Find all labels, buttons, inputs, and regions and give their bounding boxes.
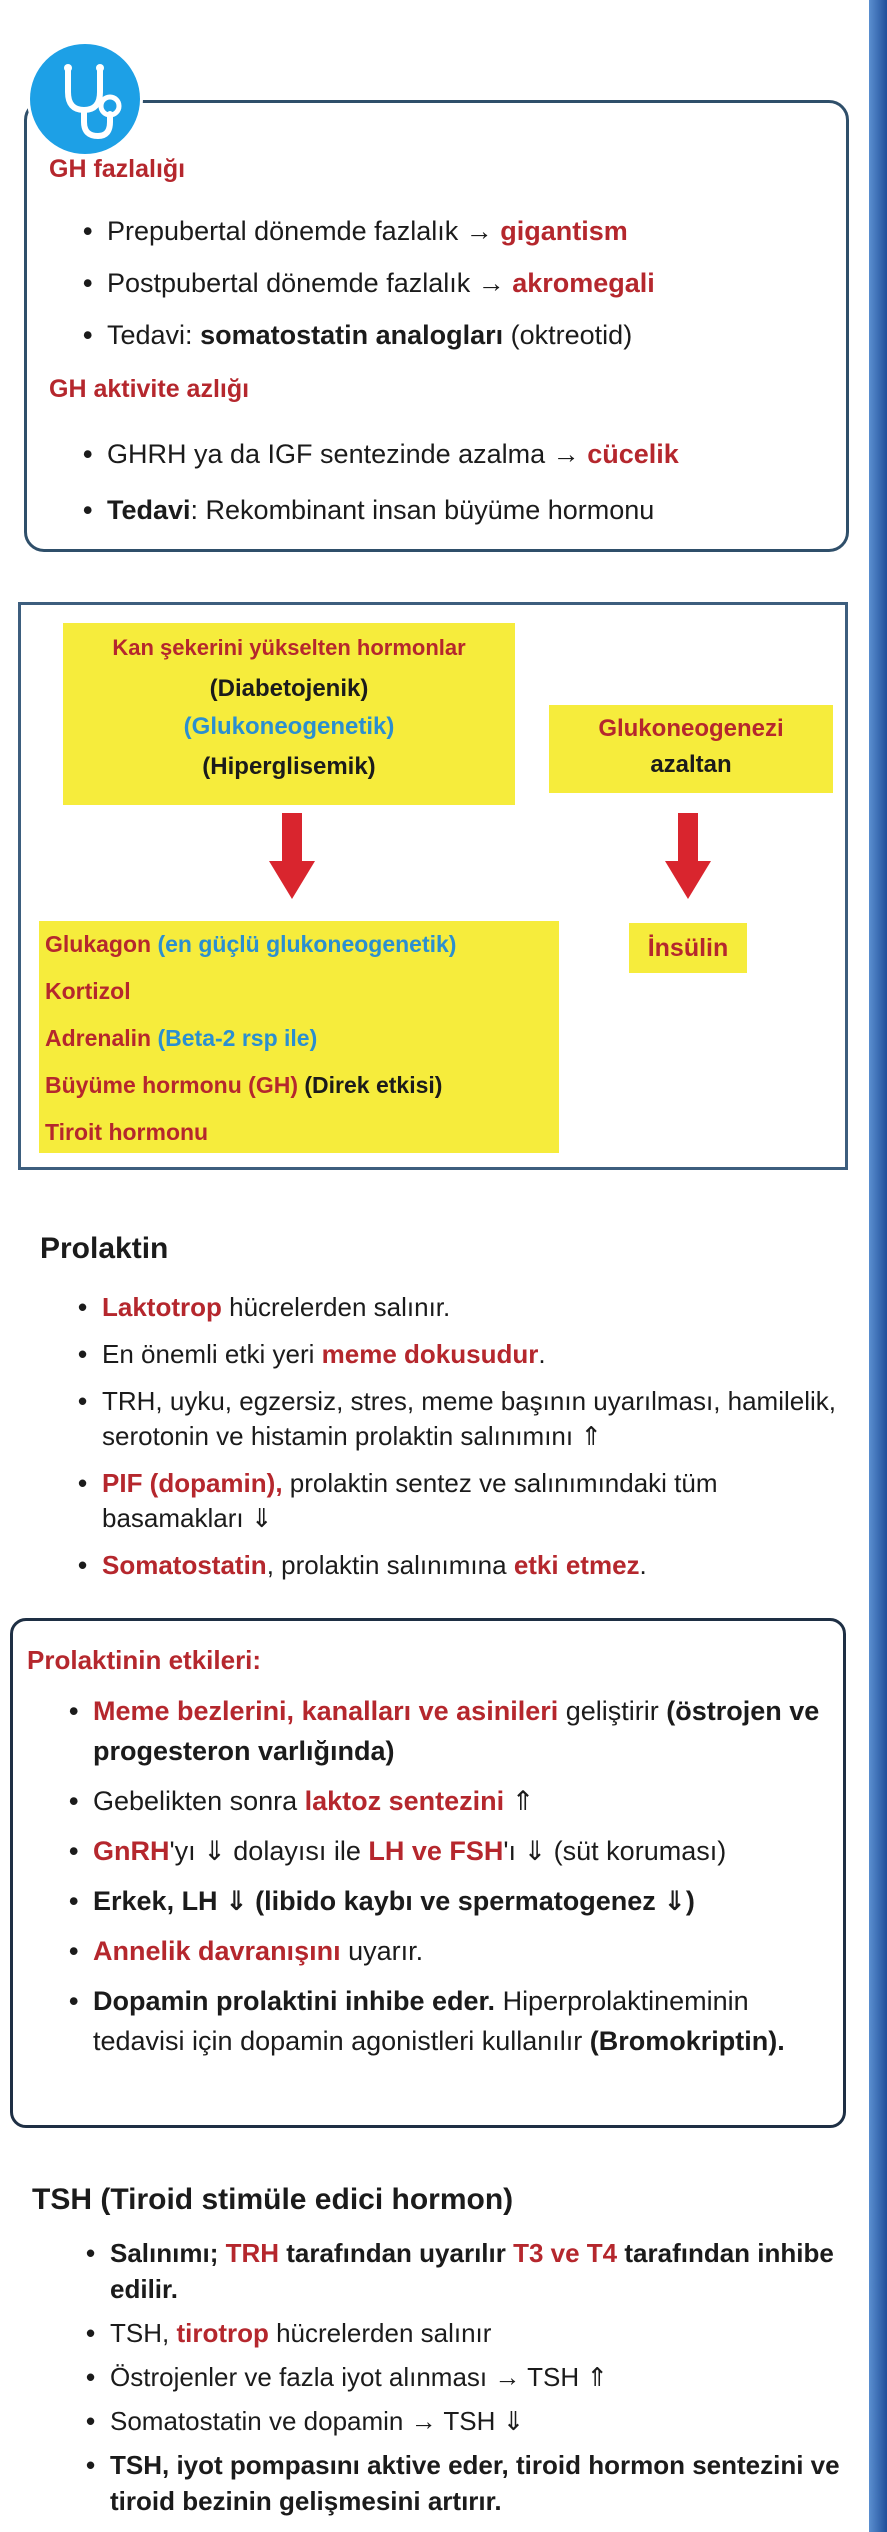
list-item xyxy=(65,1931,835,1971)
list-item-text: Postpubertal dönemde fazlalık → xyxy=(107,268,513,298)
list-item xyxy=(82,2403,862,2439)
gh-deficit-title: GH aktivite azlığı xyxy=(49,375,250,403)
gh-excess-title: GH fazlalığı xyxy=(49,155,186,183)
gh-info-box xyxy=(24,100,849,552)
tag-diabetojenik: (Diabetojenik) xyxy=(209,675,369,702)
list-item-highlight: cücelik xyxy=(587,439,679,469)
list-item-text: . xyxy=(639,1550,647,1580)
list-item-highlight: Somatostatin xyxy=(102,1550,267,1580)
prolactin-effects-box xyxy=(10,1618,846,2128)
list-item xyxy=(39,1062,559,1109)
list-item-text: 'ı ⇓ (süt koruması) xyxy=(503,1836,727,1866)
list-item xyxy=(74,1384,864,1454)
list-item-text: Tedavi: xyxy=(107,320,201,350)
list-item-strong: Erkek, LH ⇓ (libido kaybı ve spermatogenez ⇓) xyxy=(93,1886,695,1916)
list-item xyxy=(79,257,839,309)
tsh-title: TSH (Tiroid stimüle edici hormon) xyxy=(32,2183,514,2216)
list-item-text: TSH, xyxy=(110,2318,177,2348)
list-item xyxy=(74,1337,864,1372)
list-item-text: ⇑ xyxy=(504,1786,535,1816)
list-item-highlight: tirotrop xyxy=(176,2318,269,2348)
list-item-text: , prolaktin salınımına xyxy=(266,1550,514,1580)
list-item-strong: Salınımı; xyxy=(110,2238,226,2268)
list-item-text: TRH, uyku, egzersiz, stres, meme başının uyarılması, hamilelik, serotonin ve histamin prolaktin salınımını ⇑ xyxy=(102,1386,837,1451)
page-edge-strip xyxy=(869,0,887,2532)
list-item xyxy=(74,1290,864,1325)
tag-hiperglisemik: (Hiperglisemik) xyxy=(202,753,376,780)
lower-title-line2: azaltan xyxy=(650,751,732,778)
hormone-name: İnsülin xyxy=(647,934,729,962)
gh-deficit-list xyxy=(79,426,839,538)
hormone-name: Adrenalin xyxy=(45,1025,158,1051)
hormone-note: (Direk etkisi) xyxy=(304,1072,443,1098)
list-item xyxy=(79,482,839,538)
list-item-text: geliştirir xyxy=(558,1696,667,1726)
list-item-highlight: Laktotrop xyxy=(102,1292,222,1322)
lower-title-line1: Glukoneogenezi xyxy=(598,715,784,742)
list-item-text: Gebelikten sonra xyxy=(93,1786,305,1816)
list-item-text: hücrelerden salınır. xyxy=(221,1292,451,1322)
list-item-strong: Dopamin prolaktini inhibe eder. xyxy=(93,1986,496,2016)
list-item xyxy=(65,1881,835,1921)
prolactin-list xyxy=(74,1290,864,1595)
list-item xyxy=(65,1831,835,1871)
list-item-strong: TSH, iyot pompasını aktive eder, tiroid hormon sentezini ve tiroid bezinin gelişmesini artırır. xyxy=(110,2450,840,2516)
list-item-highlight: TRH xyxy=(225,2238,280,2268)
tag-glukoneogenetik: (Glukoneogenetik) xyxy=(183,713,395,740)
list-item-text: prolaktin sentez ve salınımındaki tüm basamakları ⇓ xyxy=(102,1468,718,1533)
list-item xyxy=(39,968,559,1015)
gh-excess-list xyxy=(79,205,839,361)
list-item-strong: (Bromokriptin). xyxy=(589,2026,785,2056)
list-item-text: . xyxy=(538,1339,546,1369)
down-arrow-icon xyxy=(269,813,315,903)
hormone-name: Kortizol xyxy=(45,978,131,1004)
list-item xyxy=(79,205,839,257)
list-item-highlight: gigantism xyxy=(500,216,628,246)
blood-glucose-hormones-box xyxy=(18,602,848,1170)
list-item xyxy=(39,1109,559,1156)
list-item xyxy=(82,2447,862,2519)
list-item xyxy=(74,1548,864,1583)
prolactin-title: Prolaktin xyxy=(40,1232,169,1265)
list-item-strong: Tedavi xyxy=(107,495,191,525)
down-arrow-icon xyxy=(665,813,711,903)
list-item-text: Somatostatin ve dopamin → TSH ⇓ xyxy=(110,2406,525,2436)
list-item-text: En önemli etki yeri xyxy=(102,1339,322,1369)
list-item-highlight: Annelik davranışını xyxy=(93,1936,341,1966)
raise-hormones-list xyxy=(39,921,559,1153)
list-item-strong: (östrojen ve progesteron varlığında) xyxy=(93,1696,820,1766)
list-item xyxy=(82,2315,862,2351)
list-item xyxy=(65,1781,835,1821)
list-item-text: uyarır. xyxy=(340,1936,424,1966)
list-item-text: : Rekombinant insan büyüme hormonu xyxy=(190,495,655,525)
list-item-text: 'yı ⇓ dolayısı ile xyxy=(169,1836,369,1866)
list-item-text: hücrelerden salınır xyxy=(268,2318,492,2348)
prolactin-effects-title: Prolaktinin etkileri: xyxy=(27,1645,262,1675)
list-item-text: Prepubertal dönemde fazlalık → xyxy=(107,216,501,246)
list-item-highlight: meme dokusudur xyxy=(321,1339,539,1369)
list-item-text: Östrojenler ve fazla iyot alınması → TSH ⇑ xyxy=(110,2362,609,2392)
list-item-highlight: LH ve FSH xyxy=(368,1836,504,1866)
list-item-strong: tarafından uyarılır xyxy=(279,2238,514,2268)
list-item-text: Hiperprolaktineminin tedavisi için dopamin agonistleri kullanılır xyxy=(93,1986,749,2056)
list-item-highlight: T3 ve T4 xyxy=(513,2238,618,2268)
prolactin-effects-list xyxy=(65,1691,835,2071)
tsh-list xyxy=(82,2235,862,2527)
list-item-strong: tarafından inhibe edilir. xyxy=(110,2238,834,2304)
list-item-strong: somatostatin analogları xyxy=(200,320,504,350)
list-item-text: (oktreotid) xyxy=(503,320,633,350)
list-item xyxy=(65,1691,835,1771)
hormone-name: Büyüme hormonu (GH) xyxy=(45,1072,305,1098)
list-item xyxy=(82,2235,862,2307)
list-item xyxy=(65,1981,835,2061)
lower-hormones-list xyxy=(629,923,747,973)
raise-title: Kan şekerini yükselten hormonlar xyxy=(112,635,466,660)
hormone-note: (Beta-2 rsp ile) xyxy=(157,1025,318,1051)
list-item xyxy=(82,2359,862,2395)
hormone-note: (en güçlü glukoneogenetik) xyxy=(157,931,457,957)
list-item-highlight: GnRH xyxy=(93,1836,170,1866)
list-item-highlight: PIF (dopamin), xyxy=(102,1468,283,1498)
list-item xyxy=(74,1466,864,1536)
list-item xyxy=(79,426,839,482)
list-item xyxy=(39,921,559,968)
list-item xyxy=(79,309,839,361)
hormone-name: Tiroit hormonu xyxy=(45,1119,209,1145)
stethoscope-icon xyxy=(30,44,140,154)
list-item xyxy=(39,1015,559,1062)
list-item-highlight: laktoz sentezini xyxy=(304,1786,505,1816)
list-item-text: GHRH ya da IGF sentezinde azalma → xyxy=(107,439,588,469)
list-item-highlight: etki etmez xyxy=(513,1550,640,1580)
list-item-highlight: Meme bezlerini, kanalları ve asinileri xyxy=(93,1696,559,1726)
raise-hormones-header xyxy=(63,623,515,805)
lower-hormones-header xyxy=(549,705,833,793)
hormone-name: Glukagon xyxy=(45,931,158,957)
list-item-highlight: akromegali xyxy=(512,268,655,298)
